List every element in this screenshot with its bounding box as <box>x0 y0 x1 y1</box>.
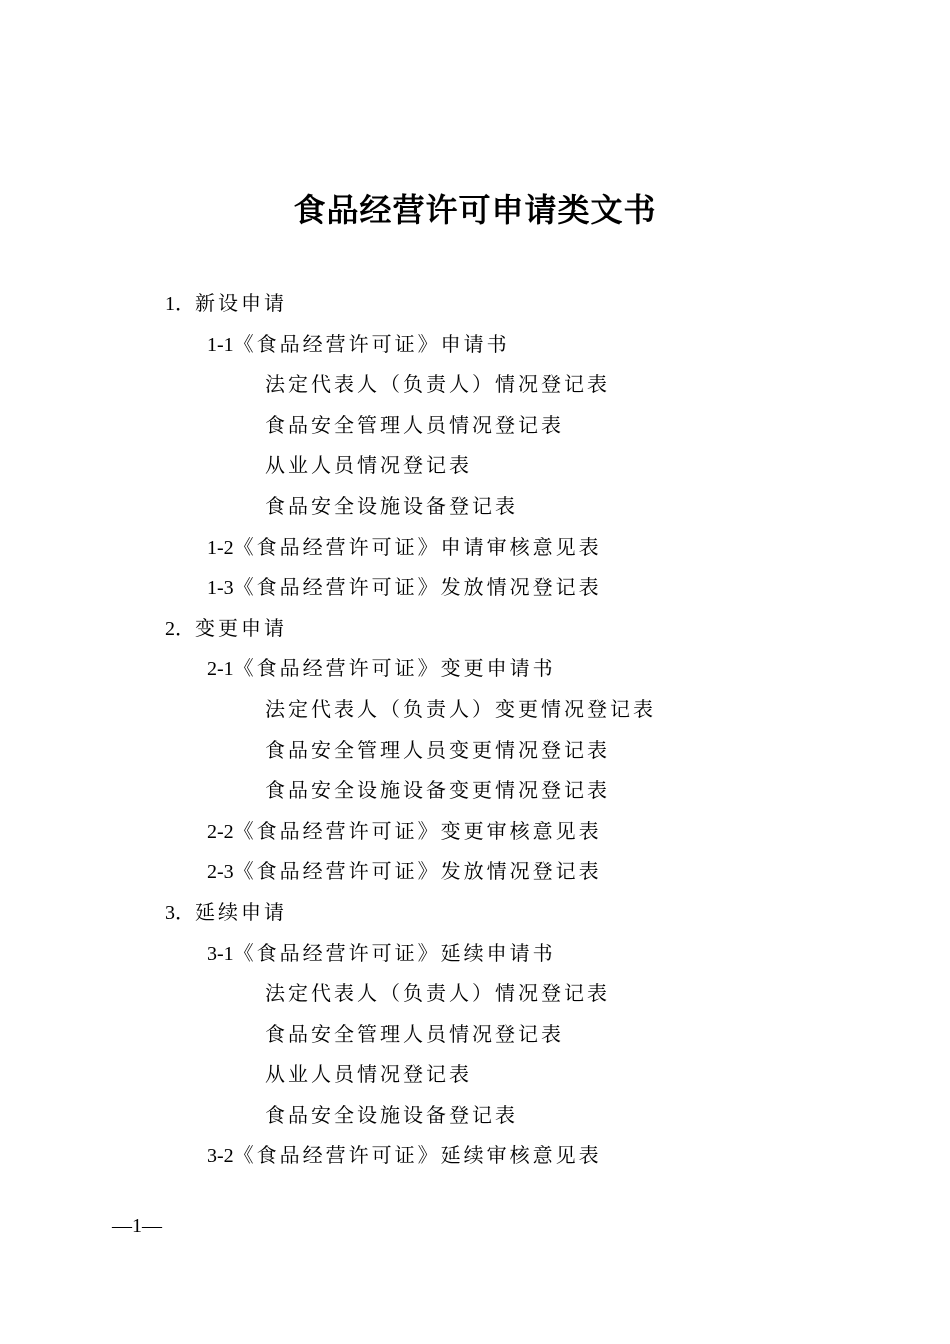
sub-form-item: 食品安全设施设备变更情况登记表 <box>265 778 610 803</box>
form-item-2-1 <box>0 648 950 689</box>
form-item-3-1 <box>0 933 950 974</box>
sub-form-item: 从业人员情况登记表 <box>265 1062 472 1087</box>
sub-form-item: 食品安全设施设备登记表 <box>265 1102 518 1127</box>
form-item-1-3 <box>0 567 950 608</box>
page-title: 食品经营许可申请类文书 <box>293 191 657 229</box>
form-item-1-1 <box>0 324 950 365</box>
section-label: 延续申请 <box>195 899 287 924</box>
section-heading-change-application <box>0 608 950 649</box>
page-number: —1— <box>112 1215 162 1237</box>
form-code: 3-1 <box>207 942 234 965</box>
form-label: 《食品经营许可证》变更申请书 <box>233 656 556 681</box>
section-heading-renewal-application <box>0 892 950 933</box>
sub-form-item: 法定代表人（负责人）情况登记表 <box>265 981 610 1006</box>
sub-form-item: 食品安全管理人员情况登记表 <box>265 1021 564 1046</box>
form-label: 《食品经营许可证》变更审核意见表 <box>233 818 602 843</box>
sub-form-item: 法定代表人（负责人）变更情况登记表 <box>265 696 656 721</box>
form-label: 《食品经营许可证》延续审核意见表 <box>233 1143 602 1168</box>
form-item-1-2 <box>0 527 950 568</box>
form-code: 2-2 <box>207 820 234 843</box>
form-code: 1-2 <box>207 536 234 559</box>
form-label: 《食品经营许可证》发放情况登记表 <box>233 859 602 884</box>
section-number: 3． <box>165 901 195 924</box>
form-label: 《食品经营许可证》申请书 <box>233 331 510 356</box>
form-code: 2-1 <box>207 658 234 681</box>
section-label: 新设申请 <box>195 291 287 315</box>
form-label: 《食品经营许可证》发放情况登记表 <box>233 575 602 600</box>
sub-form-item: 食品安全管理人员变更情况登记表 <box>265 737 610 762</box>
sub-form-item: 食品安全管理人员情况登记表 <box>265 412 564 437</box>
form-item-2-3 <box>0 851 950 892</box>
section-label: 变更申请 <box>195 615 287 640</box>
section-number: 2． <box>165 617 195 640</box>
sub-form-item: 食品安全设施设备登记表 <box>265 493 518 518</box>
form-code: 1-1 <box>207 333 234 356</box>
form-code: 3-2 <box>207 1145 234 1168</box>
section-number: 1． <box>165 293 195 315</box>
form-item-2-2 <box>0 811 950 852</box>
form-label: 《食品经营许可证》申请审核意见表 <box>233 534 602 559</box>
form-label: 《食品经营许可证》延续申请书 <box>233 940 556 965</box>
form-code: 1-3 <box>207 577 234 600</box>
table-of-contents <box>0 283 950 1176</box>
sub-form-item: 法定代表人（负责人）情况登记表 <box>265 372 610 397</box>
section-heading-new-application <box>0 283 950 324</box>
form-item-3-2 <box>0 1135 950 1176</box>
sub-form-item: 从业人员情况登记表 <box>265 453 472 478</box>
form-code: 2-3 <box>207 861 234 884</box>
